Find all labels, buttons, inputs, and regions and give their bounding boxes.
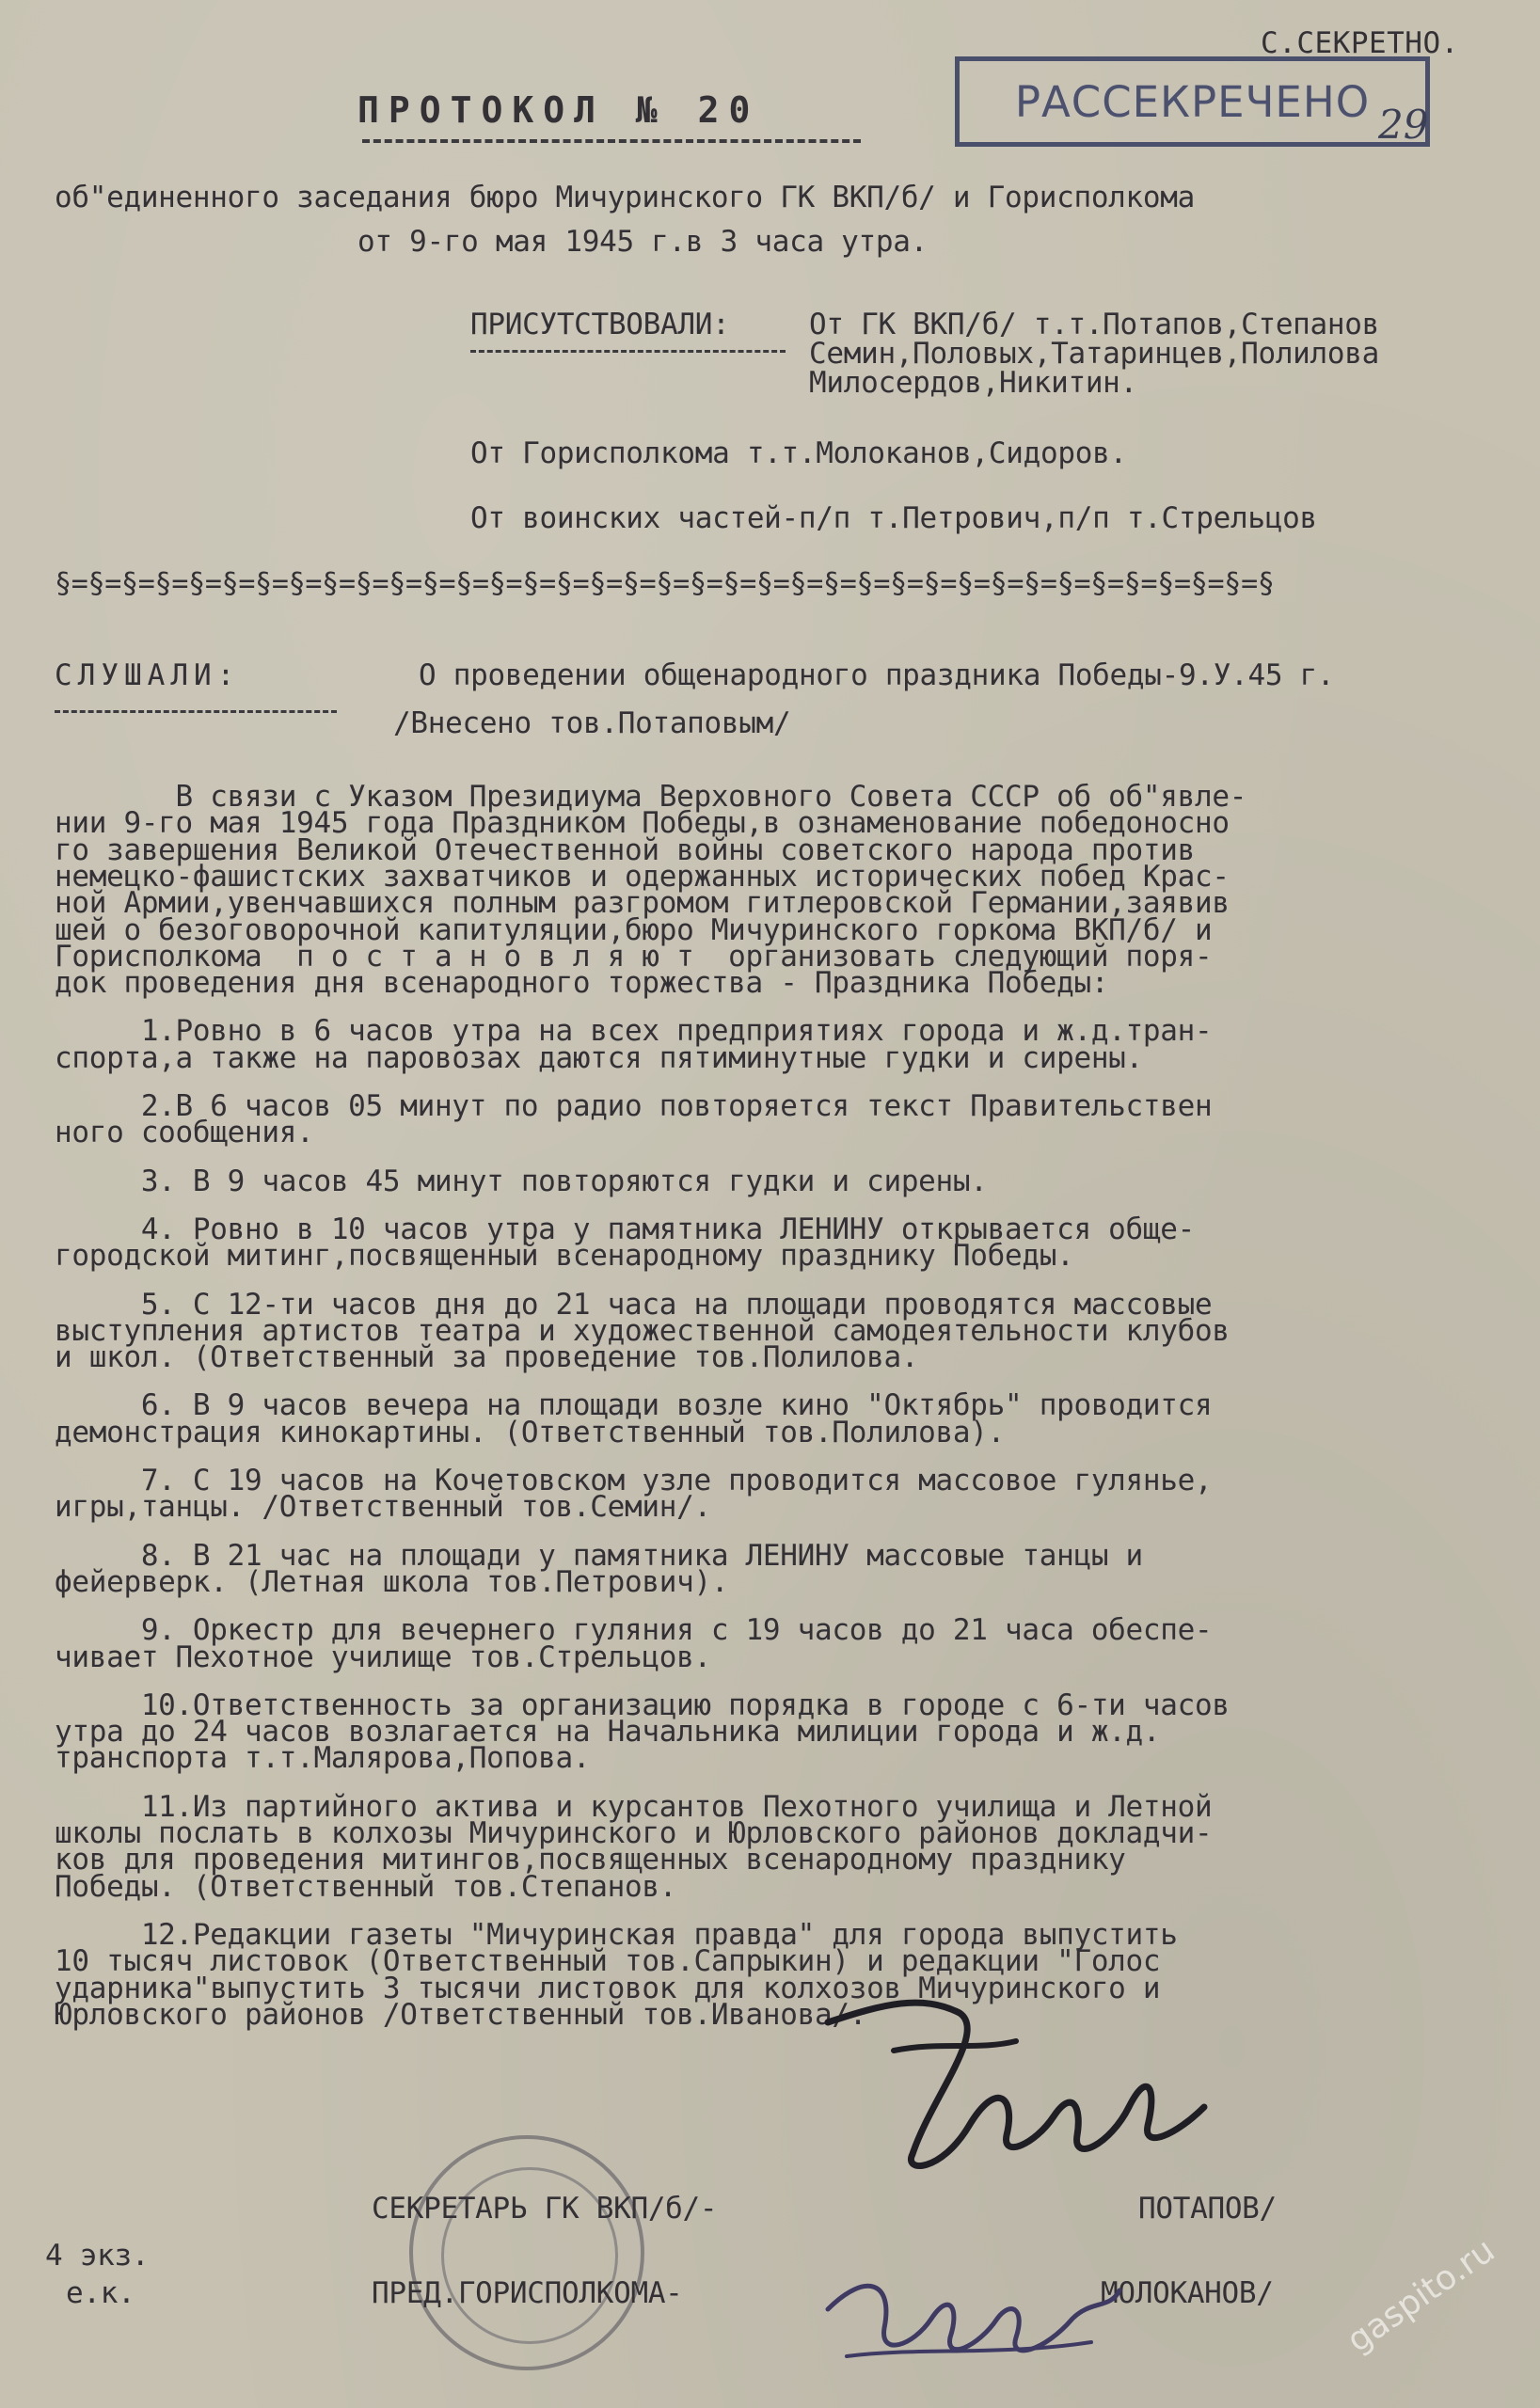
resolution-item-line: транспорта т.т.Малярова,Попова. <box>55 1741 591 1776</box>
resolution-item-line: чивает Пехотное училище тов.Стрельцов. <box>55 1640 711 1674</box>
chairman-name: МОЛОКАНОВ/ <box>1101 2276 1274 2310</box>
classification-mark: С.СЕКРЕТНО. <box>1261 26 1459 60</box>
declassified-stamp <box>955 56 1430 147</box>
heard-underline <box>55 710 337 713</box>
resolution-item-line: 5. С 12-ти часов дня до 21 часа на площади проводятся массовые <box>55 1287 1213 1322</box>
heard-introduced-by: /Внесено тов.Потаповым/ <box>393 706 791 740</box>
intro-line: док проведения дня всенародного торжества - Праздника Победы: <box>55 966 1109 1001</box>
attendance-underline <box>470 350 786 353</box>
heard-label: СЛУШАЛИ: <box>55 658 241 692</box>
secretary-title: СЕКРЕТАРЬ ГК ВКП/б/- <box>372 2192 718 2226</box>
resolution-item-line: выступления артистов театра и художественной самодеятельности клубов <box>55 1313 1230 1348</box>
typist-initials: е.к. <box>66 2276 135 2310</box>
resolution-item-line: демонстрация кинокартины. (Ответственный тов.Полилова). <box>55 1415 1005 1450</box>
intro-line: Горисполкома п о с т а н о в л я ю т организовать следующий поря- <box>55 939 1213 974</box>
resolution-item-line: школы послать в колхозы Мичуринского и Юрловского районов докладчи- <box>55 1816 1213 1850</box>
chairman-title: ПРЕД.ГОРИСПОЛКОМА- <box>372 2276 683 2310</box>
heard-topic: О проведении общенародного праздника Победы-9.У.45 г. <box>419 658 1335 692</box>
intro-line: немецко-фашистских захватчиков и одержанных исторических побед Крас- <box>55 859 1230 894</box>
intro-line: шей о безоговорочной капитуляции,бюро Мичуринского горкома ВКП/б/ и <box>55 912 1213 947</box>
resolution-item-line: 10 тысяч листовок (Ответственный тов.Сапрыкин) и редакции "Голос <box>55 1944 1161 1979</box>
intro-line: нии 9-го мая 1945 года Праздником Победы,в ознаменование победоносно <box>55 806 1230 841</box>
resolution-item-line: фейерверк. (Летная школа тов.Петрович). <box>55 1564 729 1599</box>
resolution-item-line: 8. В 21 час на площади у памятника ЛЕНИНУ массовые танцы и <box>55 1538 1143 1573</box>
attendance-line-2: Семин,Половых,Татаринцев,Полилова <box>809 337 1379 371</box>
resolution-item-line: игры,танцы. /Ответственный тов.Семин/. <box>55 1490 711 1525</box>
resolution-item-line: 9. Оркестр для вечернего гуляния с 19 часов до 21 часа обеспе- <box>55 1613 1213 1648</box>
attendance-line-1: От ГК ВКП/б/ т.т.Потапов,Степанов <box>809 308 1379 341</box>
sheet-number: 29 <box>1378 102 1429 148</box>
attendance-line-5: От воинских частей-п/п т.Петрович,п/п т.Стрельцов <box>470 501 1317 535</box>
resolution-item-line: ударника"выпустить 3 тысячи листовок для колхозов Мичуринского и <box>55 1971 1161 2005</box>
round-seal <box>409 2135 644 2370</box>
resolution-item-line: 4. Ровно в 10 часов утра у памятника ЛЕНИНУ открывается обще- <box>55 1212 1195 1246</box>
resolution-item-line: 11.Из партийного актива и курсантов Пехотного училища и Летной <box>55 1789 1213 1824</box>
secretary-name: ПОТАПОВ/ <box>1138 2192 1277 2226</box>
intro-line: ной Армии,увенчавшихся полным разгромом гитлеровской Германии,заявив <box>55 886 1230 921</box>
resolution-item-line: 7. С 19 часов на Кочетовском узле проводится массовое гулянье, <box>55 1464 1213 1497</box>
section-separator: §=§=§=§=§=§=§=§=§=§=§=§=§=§=§=§=§=§=§=§=§=§=§=§=§=§=§=§=§=§=§=§=§=§=§=§=§ <box>55 567 1275 600</box>
site-watermark: gaspito.ru <box>1340 2230 1502 2361</box>
attendance-line-3: Милосердов,Никитин. <box>809 366 1137 400</box>
subtitle-line-1: об"единенного заседания бюро Мичуринского ГК ВКП/б/ и Горисполкома <box>55 181 1195 214</box>
intro-line: В связи с Указом Президиума Верховного Совета СССР об об"явле- <box>55 780 1247 814</box>
resolution-item-line: 2.В 6 часов 05 минут по радио повторяется текст Правительствен <box>55 1089 1213 1123</box>
chairman-signature <box>809 2253 1148 2394</box>
resolution-item-line: и школ. (Ответственный за проведение тов.Полилова. <box>55 1340 919 1375</box>
resolution-item-line: Юрловского районов /Ответственный тов.Иванова/. <box>55 1997 867 2032</box>
resolution-item-line: ного сообщения. <box>55 1116 314 1150</box>
resolution-item-line: Победы. (Ответственный тов.Степанов. <box>55 1869 677 1904</box>
stamp-label: РАССЕКРЕЧЕНО <box>1014 76 1371 127</box>
resolution-item-line: 1.Ровно в 6 часов утра на всех предприятиях города и ж.д.тран- <box>55 1014 1213 1049</box>
intro-line: го завершения Великой Отечественной войны советского народа против <box>55 832 1195 867</box>
title-underline <box>362 139 861 143</box>
secretary-signature <box>771 1985 1261 2192</box>
resolution-item-line: утра до 24 часов возлагается на Начальника милиции города и ж.д. <box>55 1715 1161 1750</box>
attendance-label: ПРИСУТСТВОВАЛИ: <box>470 308 730 341</box>
protocol-title: ПРОТОКОЛ № 20 <box>357 89 760 131</box>
resolution-item-line: ков для проведения митингов,посвященных всенародному празднику <box>55 1843 1126 1877</box>
resolution-item-line: спорта,а также на паровозах даются пятиминутные гудки и сирены. <box>55 1040 1143 1075</box>
subtitle-line-2: от 9-го мая 1945 г.в 3 часа утра. <box>357 225 928 259</box>
attendance-line-4: От Горисполкома т.т.Молоканов,Сидоров. <box>470 436 1127 470</box>
resolution-item-line: 6. В 9 часов вечера на площади возле кино "Октябрь" проводится <box>55 1388 1213 1423</box>
copies-count: 4 экз. <box>45 2239 150 2273</box>
resolution-item-line: городской митинг,посвященный всенародному празднику Победы. <box>55 1239 1074 1274</box>
resolution-item-line: 10.Ответственность за организацию порядка в городе с 6-ти часов <box>55 1687 1230 1722</box>
resolution-item-line: 12.Редакции газеты "Мичуринская правда" для города выпустить <box>55 1917 1178 1952</box>
resolution-item-line: 3. В 9 часов 45 минут повторяются гудки и сирены. <box>55 1164 988 1198</box>
